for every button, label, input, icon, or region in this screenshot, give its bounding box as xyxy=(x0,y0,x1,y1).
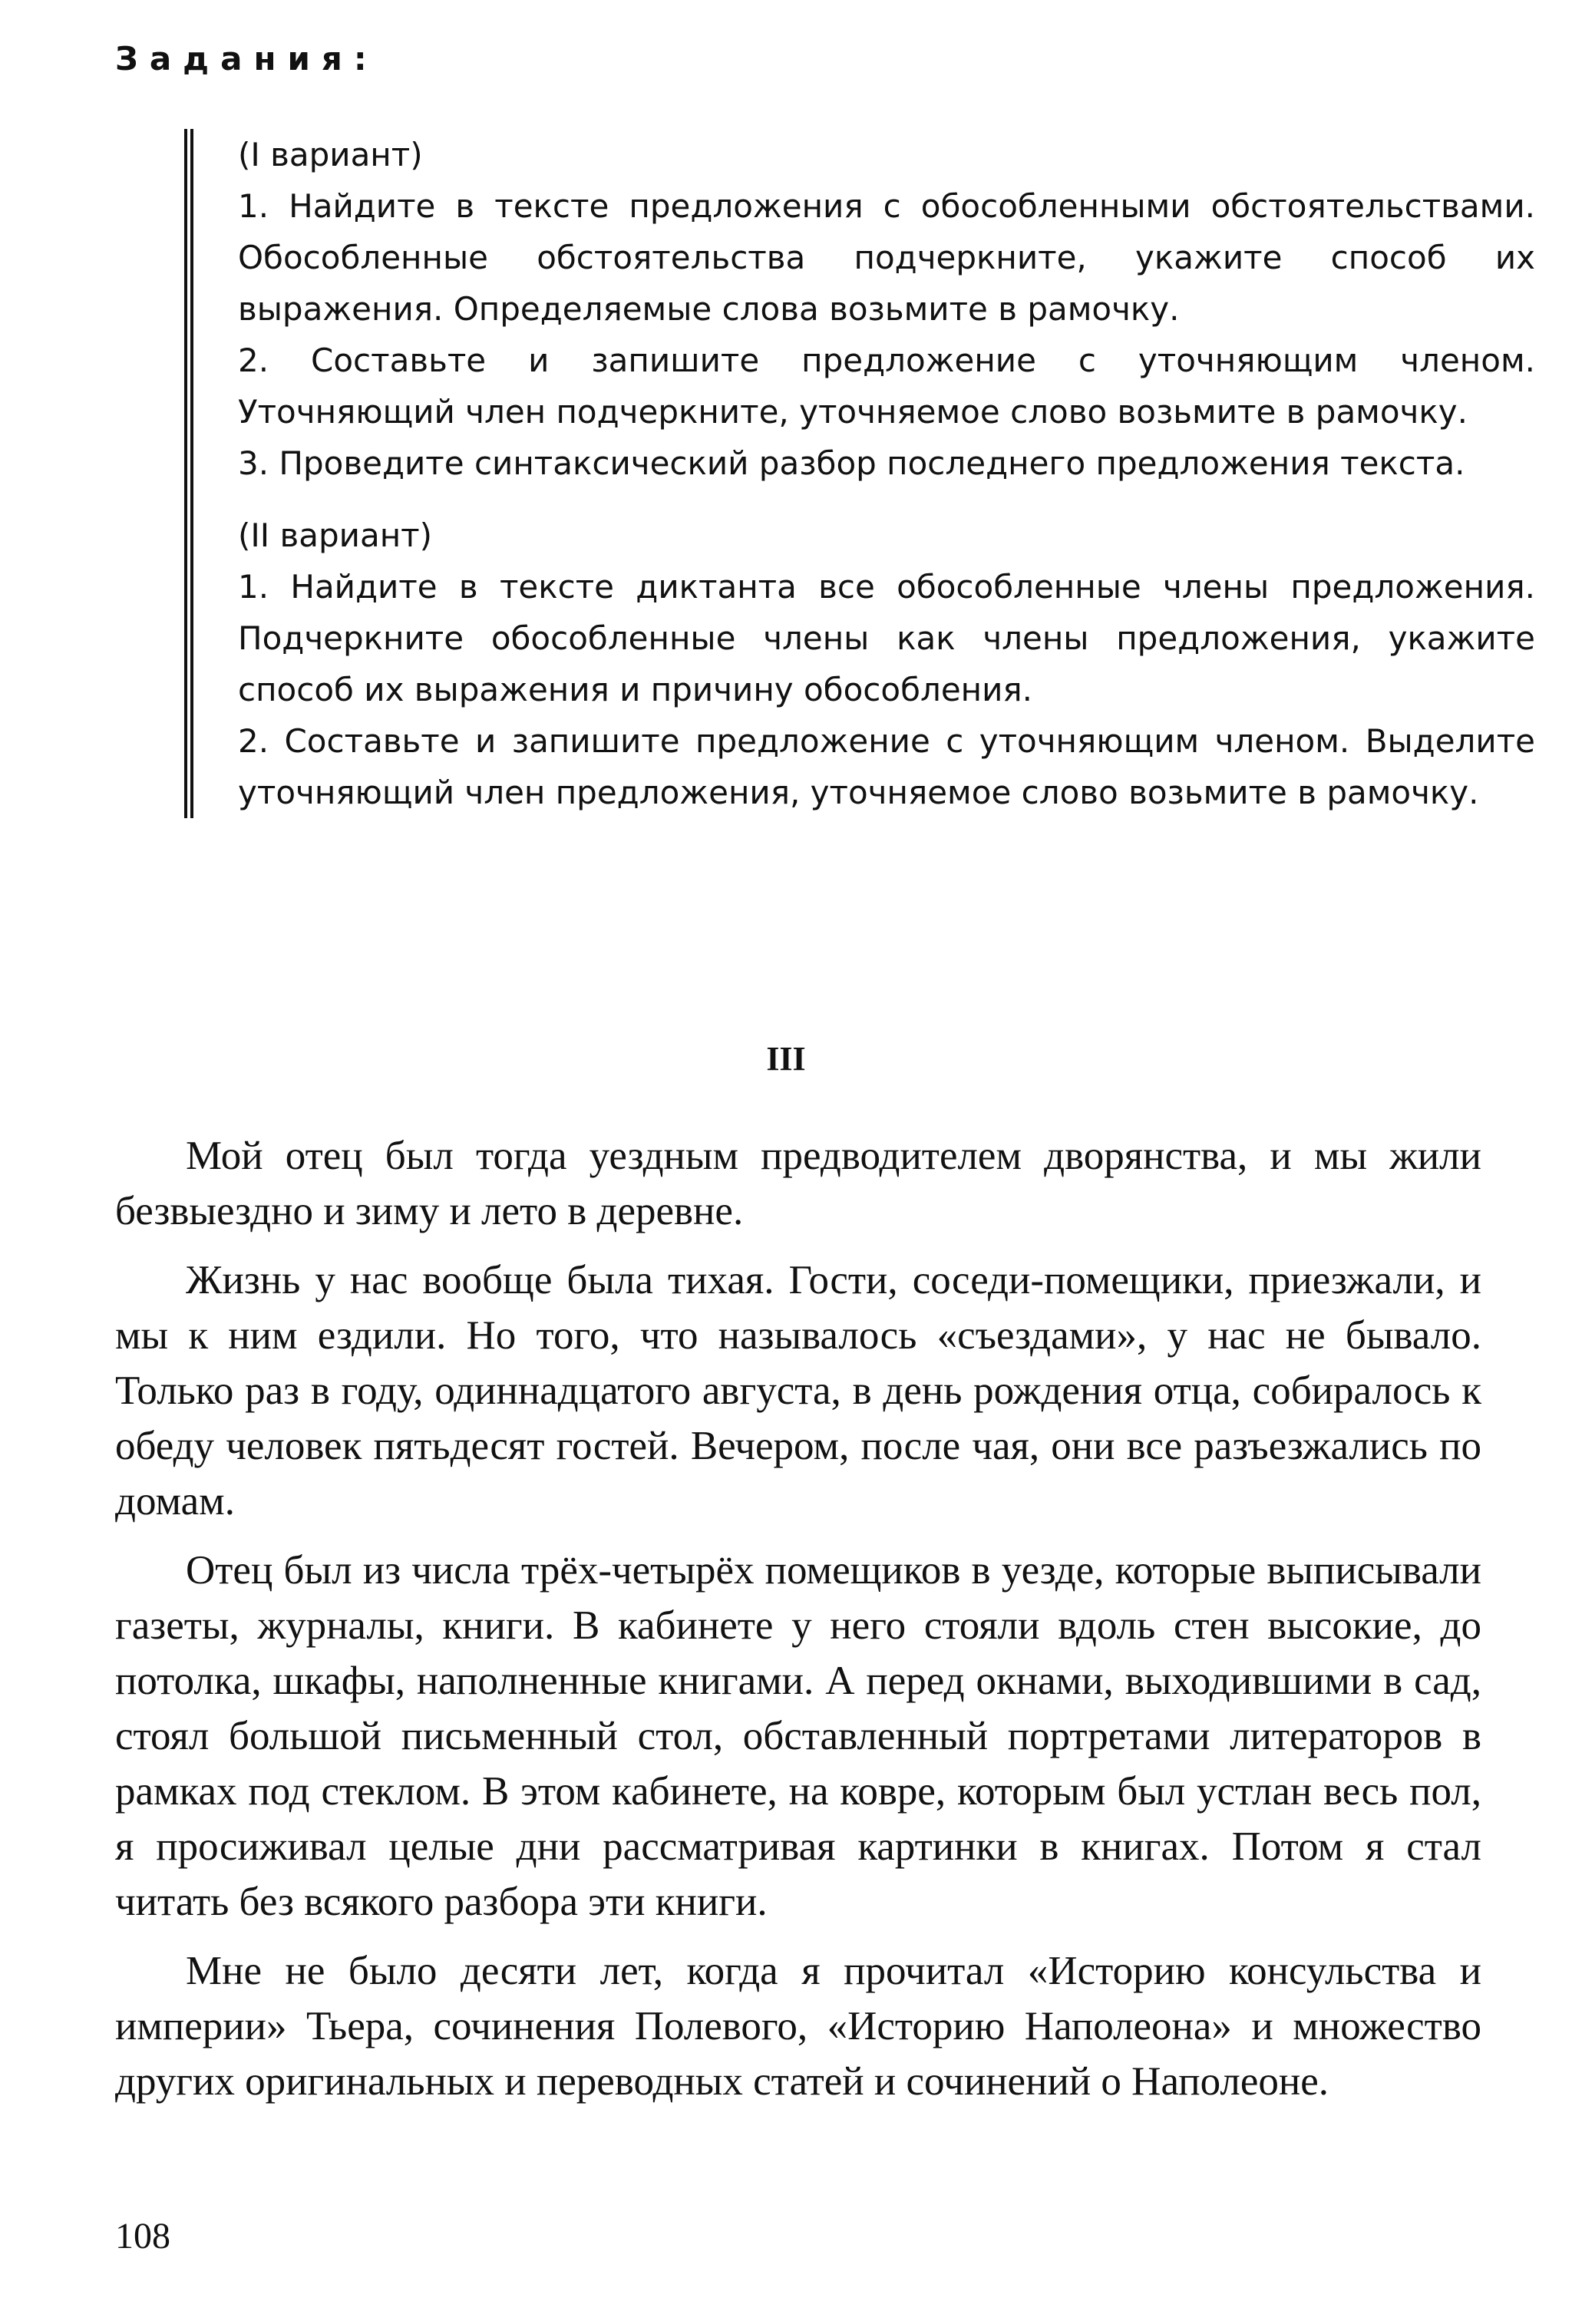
task-item: 1. Найдите в тексте предложения с обособленными обстоятельствами. Обособленные обстоятельства подчеркните, укажите способ их выражения. Определяемые слова возьмите в рамочку. xyxy=(238,187,1535,328)
paragraph: Жизнь у нас вообще была тихая. Гости, соседи-помещики, приезжали, и мы к ним ездили. Но того, что называлось «съездами», у нас не бывало. Только раз в году, одиннадцатого августа, в день рождения отца, собиралось к обеду человек пятьдесят гостей. Вечером, после чая, они все разъезжались по домам. xyxy=(115,1258,1481,1523)
variant-1 xyxy=(238,129,1535,489)
variant-2 xyxy=(238,510,1535,818)
task-item: 2. Составьте и запишите предложение с уточняющим членом. Выделите уточняющий член предложения, уточняемое слово возьмите в рамочку. xyxy=(238,722,1535,811)
section-title: III xyxy=(766,1040,806,1078)
task-item: 1. Найдите в тексте диктанта все обособленные члены предложения. Подчеркните обособленные члены как члены предложения, укажите способ их выражения и причину обособления. xyxy=(238,568,1535,708)
dictation-text xyxy=(115,1128,1481,2123)
task-item: 3. Проведите синтаксический разбор последнего предложения текста. xyxy=(238,444,1465,482)
paragraph: Отец был из числа трёх-четырёх помещиков в уезде, которые выписывали газеты, журналы, книги. В кабинете у него стояли вдоль стен высокие, до потолка, шкафы, наполненные книгами. А перед окнами, выходившими в сад, стоял большой письменный стол, обставленный портретами литераторов в рамках под стеклом. В этом кабинете, на ковре, которым был устлан весь пол, я просиживал целые дни рассматривая картинки в книгах. Потом я стал читать без всякого разбора эти книги. xyxy=(115,1548,1481,1924)
variant-label: (II вариант) xyxy=(238,517,433,554)
variant-label: (I вариант) xyxy=(238,136,423,173)
paragraph: Мой отец был тогда уездным предводителем дворянства, и мы жили безвыездно и зиму и лето в деревне. xyxy=(115,1134,1481,1233)
paragraph: Мне не было десяти лет, когда я прочитал «Историю консульства и империи» Тьера, сочинения Полевого, «Историю Наполеона» и множество других оригинальных и переводных статей и сочинений о Наполеоне. xyxy=(115,1949,1481,2104)
task-item: 2. Составьте и запишите предложение с уточняющим членом. Уточняющий член подчеркните, уточняемое слово возьмите в рамочку. xyxy=(238,342,1535,431)
tasks-box xyxy=(184,129,1535,818)
tasks-heading: Задания: xyxy=(115,40,378,78)
page-number: 108 xyxy=(115,2216,170,2256)
